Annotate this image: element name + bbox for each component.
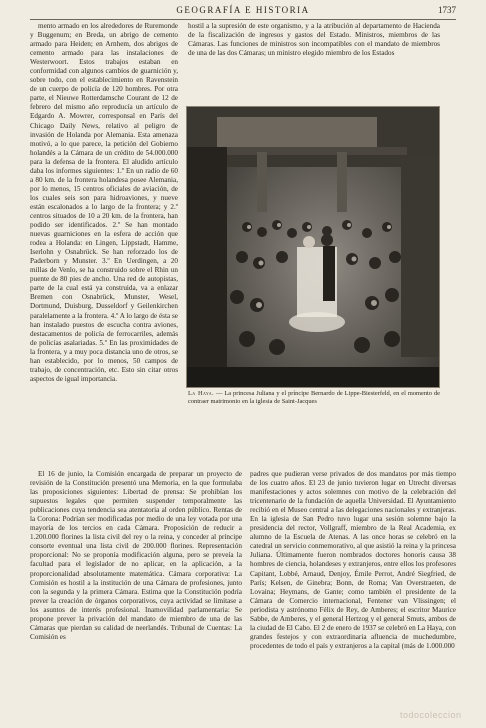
caption-text: — La princesa Juliana y el príncipe Bernardo de Lippe-Biesterfeld, en el momento de contraer matrimonio en la iglesia de Saint-Jacques <box>188 390 440 405</box>
left-column-text <box>30 22 178 470</box>
bottom-left-paragraph: El 16 de junio, la Comisión encargada de preparar un proyecto de revisión de la Constitución presentó una Memoria, en la que formulaba las proposiciones siguientes: Libertad de prensa: Se prohibían los supuestos legales que permiten suspender temporalmente las publicaciones cuya tendencia sea atentatoria al orden público. Rentas de la Corona: Podrían ser modificadas por medio de una ley votada por una mayoría de los tercios en cada Cámara. Proposición de reducir a 1.200.000 florines la lista civil del rey o la reina, y conceder al príncipe consorte eventual una lista civil de 200.000 florines. Representación proporcional: No se proponía modificación alguna, pero se preveía la facultad para el legislador de no aplicar, en la aplicación, a la proporcionalidad absolutamente matemática. Cámara corporativa: La Comisión es hostil a la institución de una Cámara de profesiones, junto con la segunda y la primera Cámara. Estima que la Constitución podría prever la creación de órganos corporativos, cuya actividad se limitase a los asuntos de interés profesional. Inamovilidad parlamentaria: Se propone prever la privación del mandato de miembro de una de las Cámaras que pierdan su calidad de neerlandés. Tribunal de Cuentas: La Comisión es <box>30 470 242 641</box>
header-rule <box>30 19 456 20</box>
page-number: 1737 <box>438 5 456 15</box>
photo-caption <box>188 390 440 406</box>
page-header <box>0 0 486 22</box>
caption-place: La Haya. <box>188 390 215 397</box>
running-title: GEOGRAFÍA E HISTORIA <box>176 5 310 15</box>
bottom-right-column-text <box>250 470 456 720</box>
left-column-paragraph: mento armado en los alrededores de Ruremonde y Buggenum; en Breda, un abrigo de cemento armado para Heiden; en Arnhem, dos abrigos de cemento armado para las instalaciones de Westerwoort. Estos trabajos estaban en conformidad con algunos cambios de guarnición y, sobre todo, con el establecimiento en Ravenstein de un cuerpo de policía de 120 hombres. Por otra parte, el Nieuwe Rotterdamsche Courant de 12 de febrero del mismo año reproducía un artículo de Edgardo A. Mowrer, corresponsal en París del Chicago Daily News, relativo al peligro de invasión de Holanda por Alemania. Esta amenaza motivó, a lo que parece, la petición del Gobierno holandés a la Cámara de un crédito de 54.000.000 para la defensa de la frontera. El aludido artículo daba los informes siguientes: 1.º En un radio de 60 a 80 km. de la frontera holandesa posee Alemania, por lo menos, 15 centros oficiales de aviación, de los cuales seis son para hidroaviones, y nueve están escalonados a lo largo de la frontera; y 2.º centros situados de 10 a 20 km. de la frontera, han podido ser identificados. 2.º Se han montado nuevas guarniciones en la esfera de acción que rodea a Holanda: en Lingen, Lippstadt, Hamme, Iserlohn y Osnabrück. Se han reforzado los de Paderborn y Munster. 3.º En Uerdingen, a 20 millas de Venlo, se ha construido sobre el Rhin un puente de 80 pies de ancho. Una red de autopistas, parte de la cual está ya construida, va a enlazar Bremen con Osnabrück, Munster, Wesel, Dortmund, Duisburg, Dusseldorf y Geilenkirchen paralelamente a la frontera. 4.º A lo largo de ésta se han instalado puestos de escucha contra aviones, destacamentos de policía de ferrocarriles, además de policías asalariadas. 5.º En las proximidades de la frontera, y a muy poca distancia uno de otros, se han establecido, por lo menos, 50 campos de trabajo, de concentración, etc. Esto sin citar otros aspectos de igual importancia. <box>30 22 178 383</box>
bottom-left-column-text <box>30 470 242 720</box>
photo-illustration <box>187 107 440 388</box>
right-column-paragraph: hostil a la supresión de este organismo, y a la atribución al departamento de Hacienda de la fiscalización de ingresos y gastos del Estado. Ministros, miembros de las Cámaras. Las funciones de ministros son incompatibles con el mandato de miembros de una de las dos Cámaras; un ministro elegido miembro de los Estados <box>188 22 440 58</box>
right-column-text <box>188 22 440 94</box>
bottom-right-paragraph: padres que pudieran verse privados de dos mandatos por más tiempo de los cuatro años. El 23 de junio tuvieron lugar en Utrecht diversas manifestaciones y actos solemnes con motivo de la celebración del tricentenario de la fundación de aquella Universidad. El Ayuntamiento recibió en el Museo central a las delegaciones nacionales y extranjeras. En la iglesia de San Pedro tuvo lugar una sesión solemne bajo la presidencia del rector, Vollgraff, miembro de la Real Academia, ex alumno de la Escuela de Atenas. A las once horas se celebró en la catedral un servicio conmemorativo, al que asistió la reina y la princesa Juliana. Últimamente fueron nombrados doctores honoris causa 38 hombres de ciencia, holandeses y extranjeros, entre ellos los profesores Capitant, Lobbé, Arnaud, Denjoy, Émile Perrot, André Siegfried, de París; Kelsen, de Ginebra; Bonn, de Roma; Van Overstraeten, de Lovaina; Heymans, de Gante; como también el presidente de la Cámara de Comercio internacional, Fentener van Vlissingen; el periodista y astrónomo Félix de Rey, de Amberes; el escritor Maurice Sabbe, de Amberes, y el general Hertzog y el general Smuts, ambos de la ciudad de El Cabo. El 2 de enero de 1937 se celebró en La Haya, con grandes festejos y con extraordinaria afluencia de muchedumbre, procedentes de todo el país y extranjeros a la capital (más de 1.000.000 <box>250 470 456 650</box>
watermark-logo <box>400 710 480 724</box>
wedding-photograph <box>186 106 440 388</box>
watermark-text: todocoleccion <box>400 710 462 720</box>
